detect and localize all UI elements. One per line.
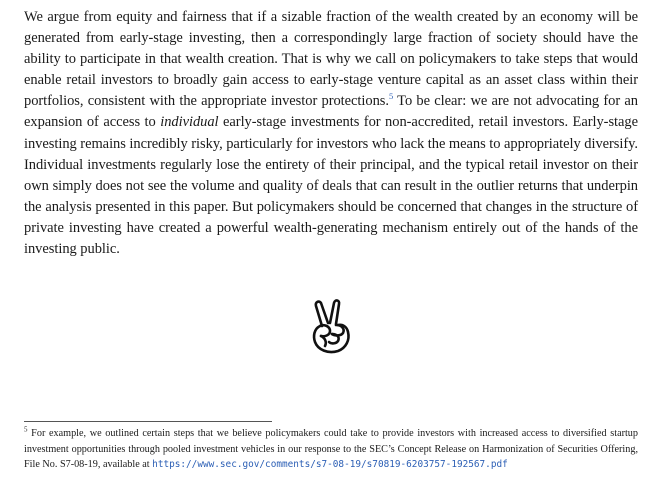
footnote-reference[interactable]: 5	[388, 91, 394, 102]
footnote-link[interactable]: https://www.sec.gov/comments/s7-08-19/s70819-6203757-192567.pdf	[152, 459, 508, 471]
footnote	[24, 426, 638, 473]
body-paragraph	[24, 7, 638, 260]
body-text-part-1: We argue from equity and fairness that if a sizable fraction of the wealth created by an economy will be generated from early-stage investing, then a correspondingly large fraction of society should have the ability to participate in that wealth creation. That is why we call on policymakers to take steps that would enable retail investors to broadly gain access to early-stage venture capital as an asset class within their portfolios, consistent with the appropriate investor protections.	[24, 9, 638, 110]
body-text-part-2: To be clear: we are not advocating for an expansion of access to	[24, 93, 638, 131]
body-text-part-3: early-stage investments for non-accredited, retail investors. Early-stage investing remains incredibly risky, particularly for investors who lack the means to appropriately diversify. Individual investments regularly lose the entirety of their principal, and the typical retail investor on their own simply does not see the volume and quality of deals that can result in the outlier returns that underpin the analysis presented in this paper. But policymakers should be concerned that changes in the structure of private investing have created a powerful wealth-generating mechanism entirely out of the hands of the investing public.	[24, 114, 638, 258]
body-emphasis: individual	[160, 114, 219, 131]
footnote-text: For example, we outlined certain steps that we believe policymakers could take to provide investors with increased access to diversified startup investment opportunities through pooled investment vehicles in our response to the SEC’s Concept Release on Harmonization of Securities Offering, File No. S7-08-19, available at	[24, 428, 638, 471]
footnote-marker: 5	[24, 425, 28, 434]
victory-hand-icon	[308, 296, 354, 356]
footnote-divider	[24, 421, 272, 422]
